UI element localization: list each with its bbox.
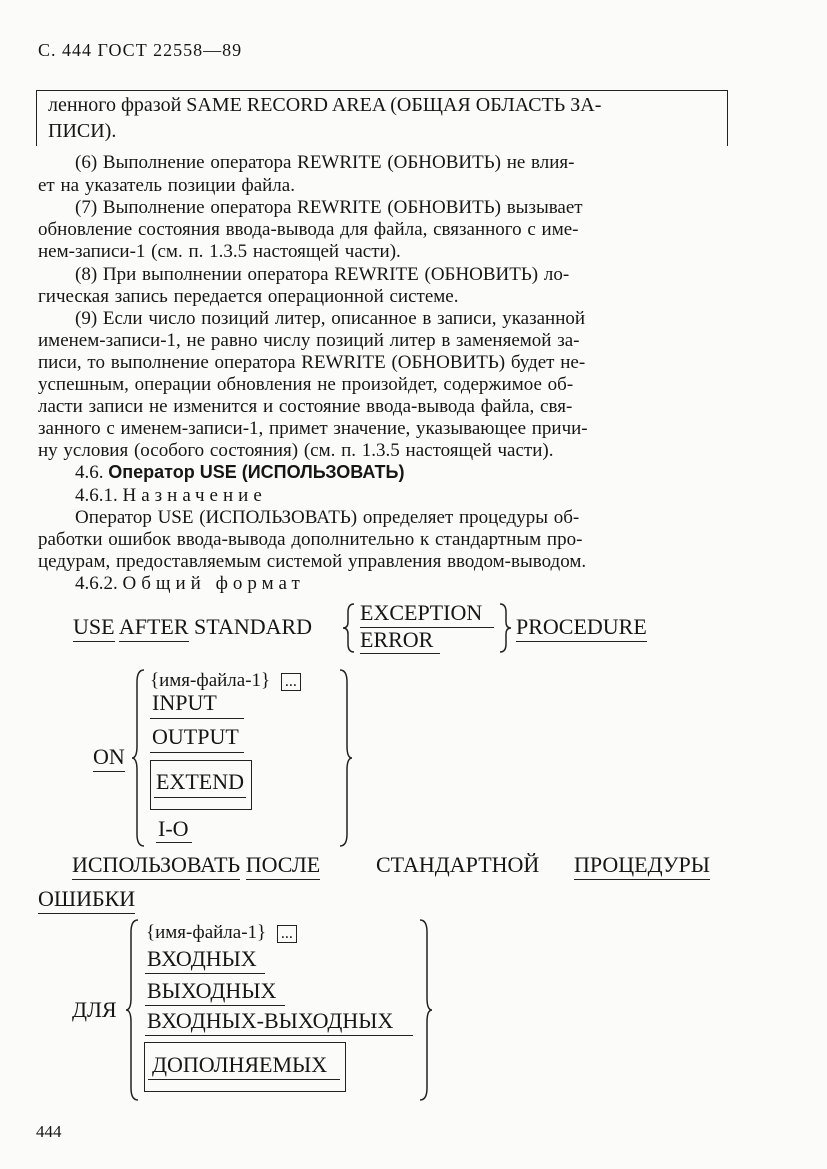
kw-input: INPUT	[152, 690, 217, 715]
kw-ru-procedure-text: ПРОЦЕДУРЫ	[574, 852, 710, 880]
para-7-line-1: (7) Выполнение оператора REWRITE (ОБНОВИТЬ) вызывает	[75, 197, 583, 218]
fmt-en-line-1	[73, 614, 312, 640]
extend-underline	[154, 797, 246, 798]
output-underline	[150, 752, 244, 753]
ru-extend-underline	[148, 1079, 340, 1080]
ru-file-name: {имя-файла-1}	[146, 922, 267, 943]
running-head: С. 444 ГОСТ 22558—89	[38, 40, 243, 60]
kw-exception: EXCEPTION	[360, 600, 483, 625]
left-brace-for	[124, 918, 142, 1102]
page-number: 444	[36, 1122, 62, 1141]
subsection-2-heading	[75, 573, 305, 595]
kw-ru-error-text: ОШИБКИ	[38, 886, 135, 914]
para-9-line-3: писи, то выполнение оператора REWRITE (ОБНОВИТЬ) будет не-	[38, 352, 586, 373]
para-7-line-2: обновление состояния ввода-вывода для файла, связанного с име-	[38, 219, 579, 240]
para-9-line-6: занного с именем-записи-1, примет значение, указывающее причи-	[38, 418, 588, 439]
kw-procedure-text: PROCEDURE	[516, 614, 647, 642]
kw-ru-io: ВХОДНЫХ-ВЫХОДНЫХ	[147, 1008, 394, 1033]
para-9-line-1: (9) Если число позиций литер, описанное в записи, указанной	[75, 308, 586, 329]
kw-ru-use: ИСПОЛЬЗОВАТЬ	[72, 852, 240, 880]
kw-ru-for: ДЛЯ	[72, 997, 117, 1022]
kw-output: OUTPUT	[152, 724, 239, 749]
kw-ru-after: ПОСЛЕ	[246, 852, 321, 880]
left-brace-on	[130, 668, 148, 848]
io-underline	[156, 842, 192, 843]
left-brace-exception	[340, 602, 360, 654]
purpose-line-1: Оператор USE (ИСПОЛЬЗОВАТЬ) определяет процедуры об-	[75, 507, 580, 528]
kw-procedure	[516, 614, 647, 640]
para-9-line-5: ласти записи не изменится и состояние ввода-вывода файла, свя-	[38, 396, 573, 417]
para-6-line-2: ет на указатель позиции файла.	[38, 175, 295, 196]
para-9-line-2: именем-записи-1, не равно числу позиций литер в заменяемой за-	[38, 330, 580, 351]
kw-ru-output: ВЫХОДНЫХ	[147, 978, 277, 1003]
ru-input-underline	[145, 973, 265, 974]
ru-io-underline	[145, 1035, 413, 1036]
kw-ru-extend: ДОПОЛНЯЕМЫХ	[152, 1052, 328, 1077]
kw-use: USE	[73, 614, 115, 642]
kw-on	[93, 744, 125, 770]
error-underline	[360, 653, 440, 654]
para-6-line-1: (6) Выполнение оператора REWRITE (ОБНОВИТЬ) не влия-	[75, 152, 575, 173]
para-8-line-2: гическая запись передается операционной системе.	[38, 286, 459, 307]
subsection-1-heading	[75, 485, 267, 507]
right-brace-on	[336, 668, 354, 848]
right-brace-for	[416, 918, 434, 1102]
ru-output-underline	[145, 1005, 285, 1006]
input-underline	[150, 718, 244, 719]
subsection-2-number: 4.6.2.	[75, 573, 118, 594]
kw-io: I-O	[158, 816, 189, 841]
en-ellipsis-box: ...	[281, 673, 301, 691]
section-title: Оператор USE (ИСПОЛЬЗОВАТЬ)	[108, 462, 405, 482]
purpose-line-2: работки ошибок ввода-вывода дополнительно к стандартным про-	[38, 529, 583, 550]
kw-standard: STANDARD	[194, 614, 313, 639]
kw-ru-standard: СТАНДАРТНОЙ	[376, 852, 540, 877]
en-file-name-row	[150, 670, 301, 692]
fmt-ru-line-1	[72, 852, 320, 878]
section-heading	[75, 462, 404, 484]
subsection-2-title: Общий формат	[122, 573, 305, 594]
subsection-1-title: Назначение	[122, 485, 267, 506]
section-number: 4.6.	[75, 462, 104, 483]
para-8-line-1: (8) При выполнении оператора REWRITE (ОБНОВИТЬ) ло-	[75, 264, 570, 285]
boxed-line-2: ПИСИ).	[48, 120, 117, 142]
kw-extend: EXTEND	[156, 769, 244, 794]
right-brace-exception	[496, 602, 516, 654]
ru-ellipsis-box: ...	[277, 925, 297, 943]
para-9-line-4: успешным, операции обновления не произойдет, содержимое об-	[38, 374, 574, 395]
kw-ru-procedure	[574, 852, 710, 878]
kw-after: AFTER	[119, 614, 189, 642]
purpose-line-3: цедурам, предоставляемым системой управления вводом-выводом.	[38, 551, 587, 572]
kw-on-text: ON	[93, 744, 125, 772]
kw-ru-input: ВХОДНЫХ	[147, 946, 257, 971]
para-7-line-3: нем-записи-1 (см. п. 1.3.5 настоящей части).	[38, 241, 401, 262]
para-9-line-7: ну условия (особого состояния) (см. п. 1.3.5 настоящей части).	[38, 440, 554, 461]
kw-ru-error	[38, 886, 135, 912]
subsection-1-number: 4.6.1.	[75, 485, 118, 506]
kw-error: ERROR	[360, 627, 434, 652]
boxed-line-1: ленного фразой SAME RECORD AREA (ОБЩАЯ ОБЛАСТЬ ЗА-	[48, 94, 602, 116]
ru-file-name-row	[146, 922, 297, 944]
en-file-name: {имя-файла-1}	[150, 670, 271, 691]
